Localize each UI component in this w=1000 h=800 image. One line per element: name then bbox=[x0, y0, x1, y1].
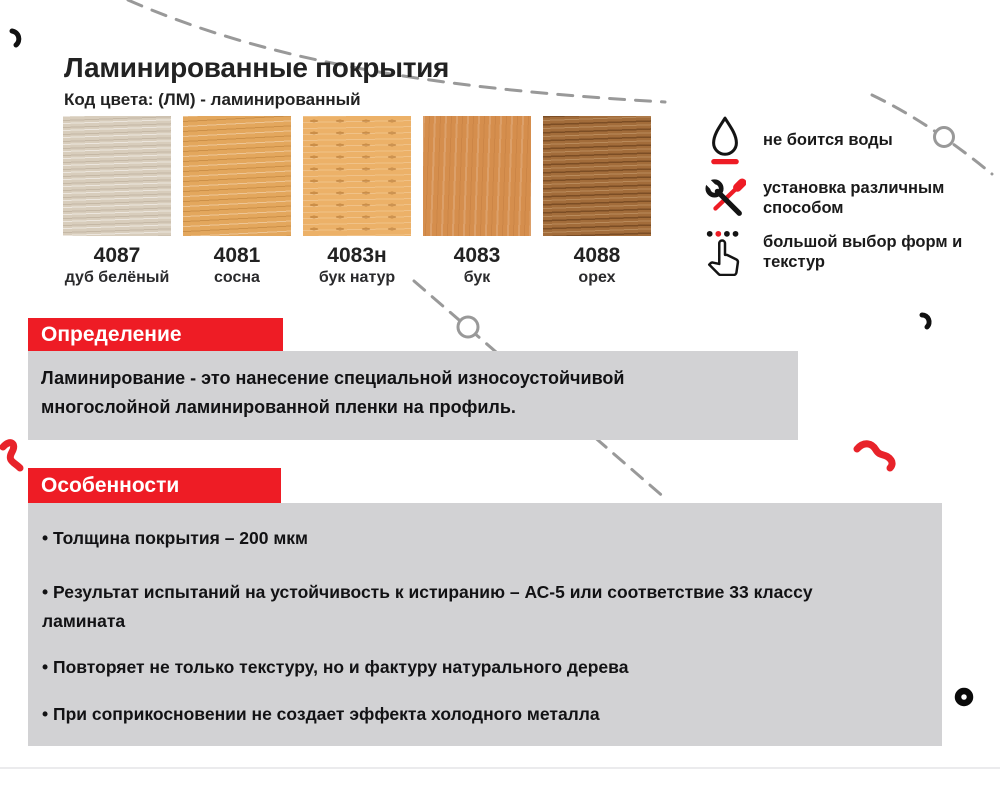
swatch-item bbox=[63, 116, 171, 287]
swatch-code: 4083н bbox=[327, 244, 387, 267]
feature-bullet: • Повторяет не только текстуру, но и фактуру натурального дерева bbox=[42, 653, 906, 682]
features-bullet-list bbox=[28, 503, 942, 729]
tools-icon bbox=[703, 178, 747, 218]
swatch-item bbox=[183, 116, 291, 287]
feature-bullet: • При соприкосновении не создает эффекта холодного металла bbox=[42, 700, 906, 729]
benefit-installation bbox=[703, 178, 965, 218]
definition-panel bbox=[28, 351, 798, 440]
swatch-code: 4088 bbox=[573, 244, 621, 267]
wood-swatch-4088 bbox=[543, 116, 651, 236]
benefit-label: не боится воды bbox=[763, 131, 893, 149]
swatch-name: дуб белёный bbox=[64, 269, 170, 287]
wood-swatch-4081 bbox=[183, 116, 291, 236]
subtitle-code: (ЛМ) bbox=[158, 90, 196, 109]
benefit-variety bbox=[703, 228, 965, 276]
swatch-code: 4081 bbox=[213, 244, 261, 267]
swatch-name: бук bbox=[463, 269, 491, 287]
benefit-label: большой выбор форм и текстур bbox=[763, 233, 963, 271]
water-drop-icon bbox=[703, 112, 747, 168]
ring-dot-bottomright bbox=[958, 691, 970, 703]
circle-node-middle bbox=[458, 317, 478, 337]
feature-bullet: • Результат испытаний на устойчивость к истиранию – АС-5 или соответствие 33 классу ламината bbox=[42, 578, 842, 636]
page-divider bbox=[0, 767, 1000, 769]
swatch-name: бук натур bbox=[318, 269, 396, 287]
swatch-name: орех bbox=[578, 269, 616, 287]
page-title: Ламинированные покрытия bbox=[64, 52, 450, 83]
crescent-mark-right bbox=[922, 315, 929, 327]
swatch-row bbox=[63, 116, 651, 287]
red-squiggle-right bbox=[857, 444, 892, 468]
benefit-water bbox=[703, 112, 965, 168]
features-panel bbox=[28, 503, 942, 746]
swatch-item bbox=[423, 116, 531, 287]
swatch-name: сосна bbox=[214, 269, 260, 287]
wood-swatch-4083 bbox=[423, 116, 531, 236]
crescent-mark-left bbox=[12, 31, 19, 45]
color-code-subtitle bbox=[64, 90, 361, 110]
benefit-label: установка различным способом bbox=[763, 179, 945, 217]
red-squiggle-left bbox=[3, 443, 20, 468]
wood-swatch-4083n bbox=[303, 116, 411, 236]
swatch-item bbox=[543, 116, 651, 287]
swatch-code: 4083 bbox=[453, 244, 501, 267]
definition-text: Ламинирование - это нанесение специальной износоустойчивой многослойной ламинированной пленки на профиль. bbox=[41, 368, 625, 417]
subtitle-suffix: - ламинированный bbox=[195, 90, 361, 109]
subtitle-prefix: Код цвета: bbox=[64, 90, 159, 109]
swatch-item bbox=[303, 116, 411, 287]
definition-header: Определение bbox=[28, 318, 283, 351]
swatch-code: 4087 bbox=[93, 244, 141, 267]
benefits-list bbox=[703, 112, 965, 276]
hand-tap-icon bbox=[703, 228, 747, 276]
wood-swatch-4087 bbox=[63, 116, 171, 236]
feature-bullet: • Толщина покрытия – 200 мкм bbox=[42, 524, 906, 553]
dashed-curve-top bbox=[128, 0, 665, 102]
features-header: Особенности bbox=[28, 468, 281, 503]
